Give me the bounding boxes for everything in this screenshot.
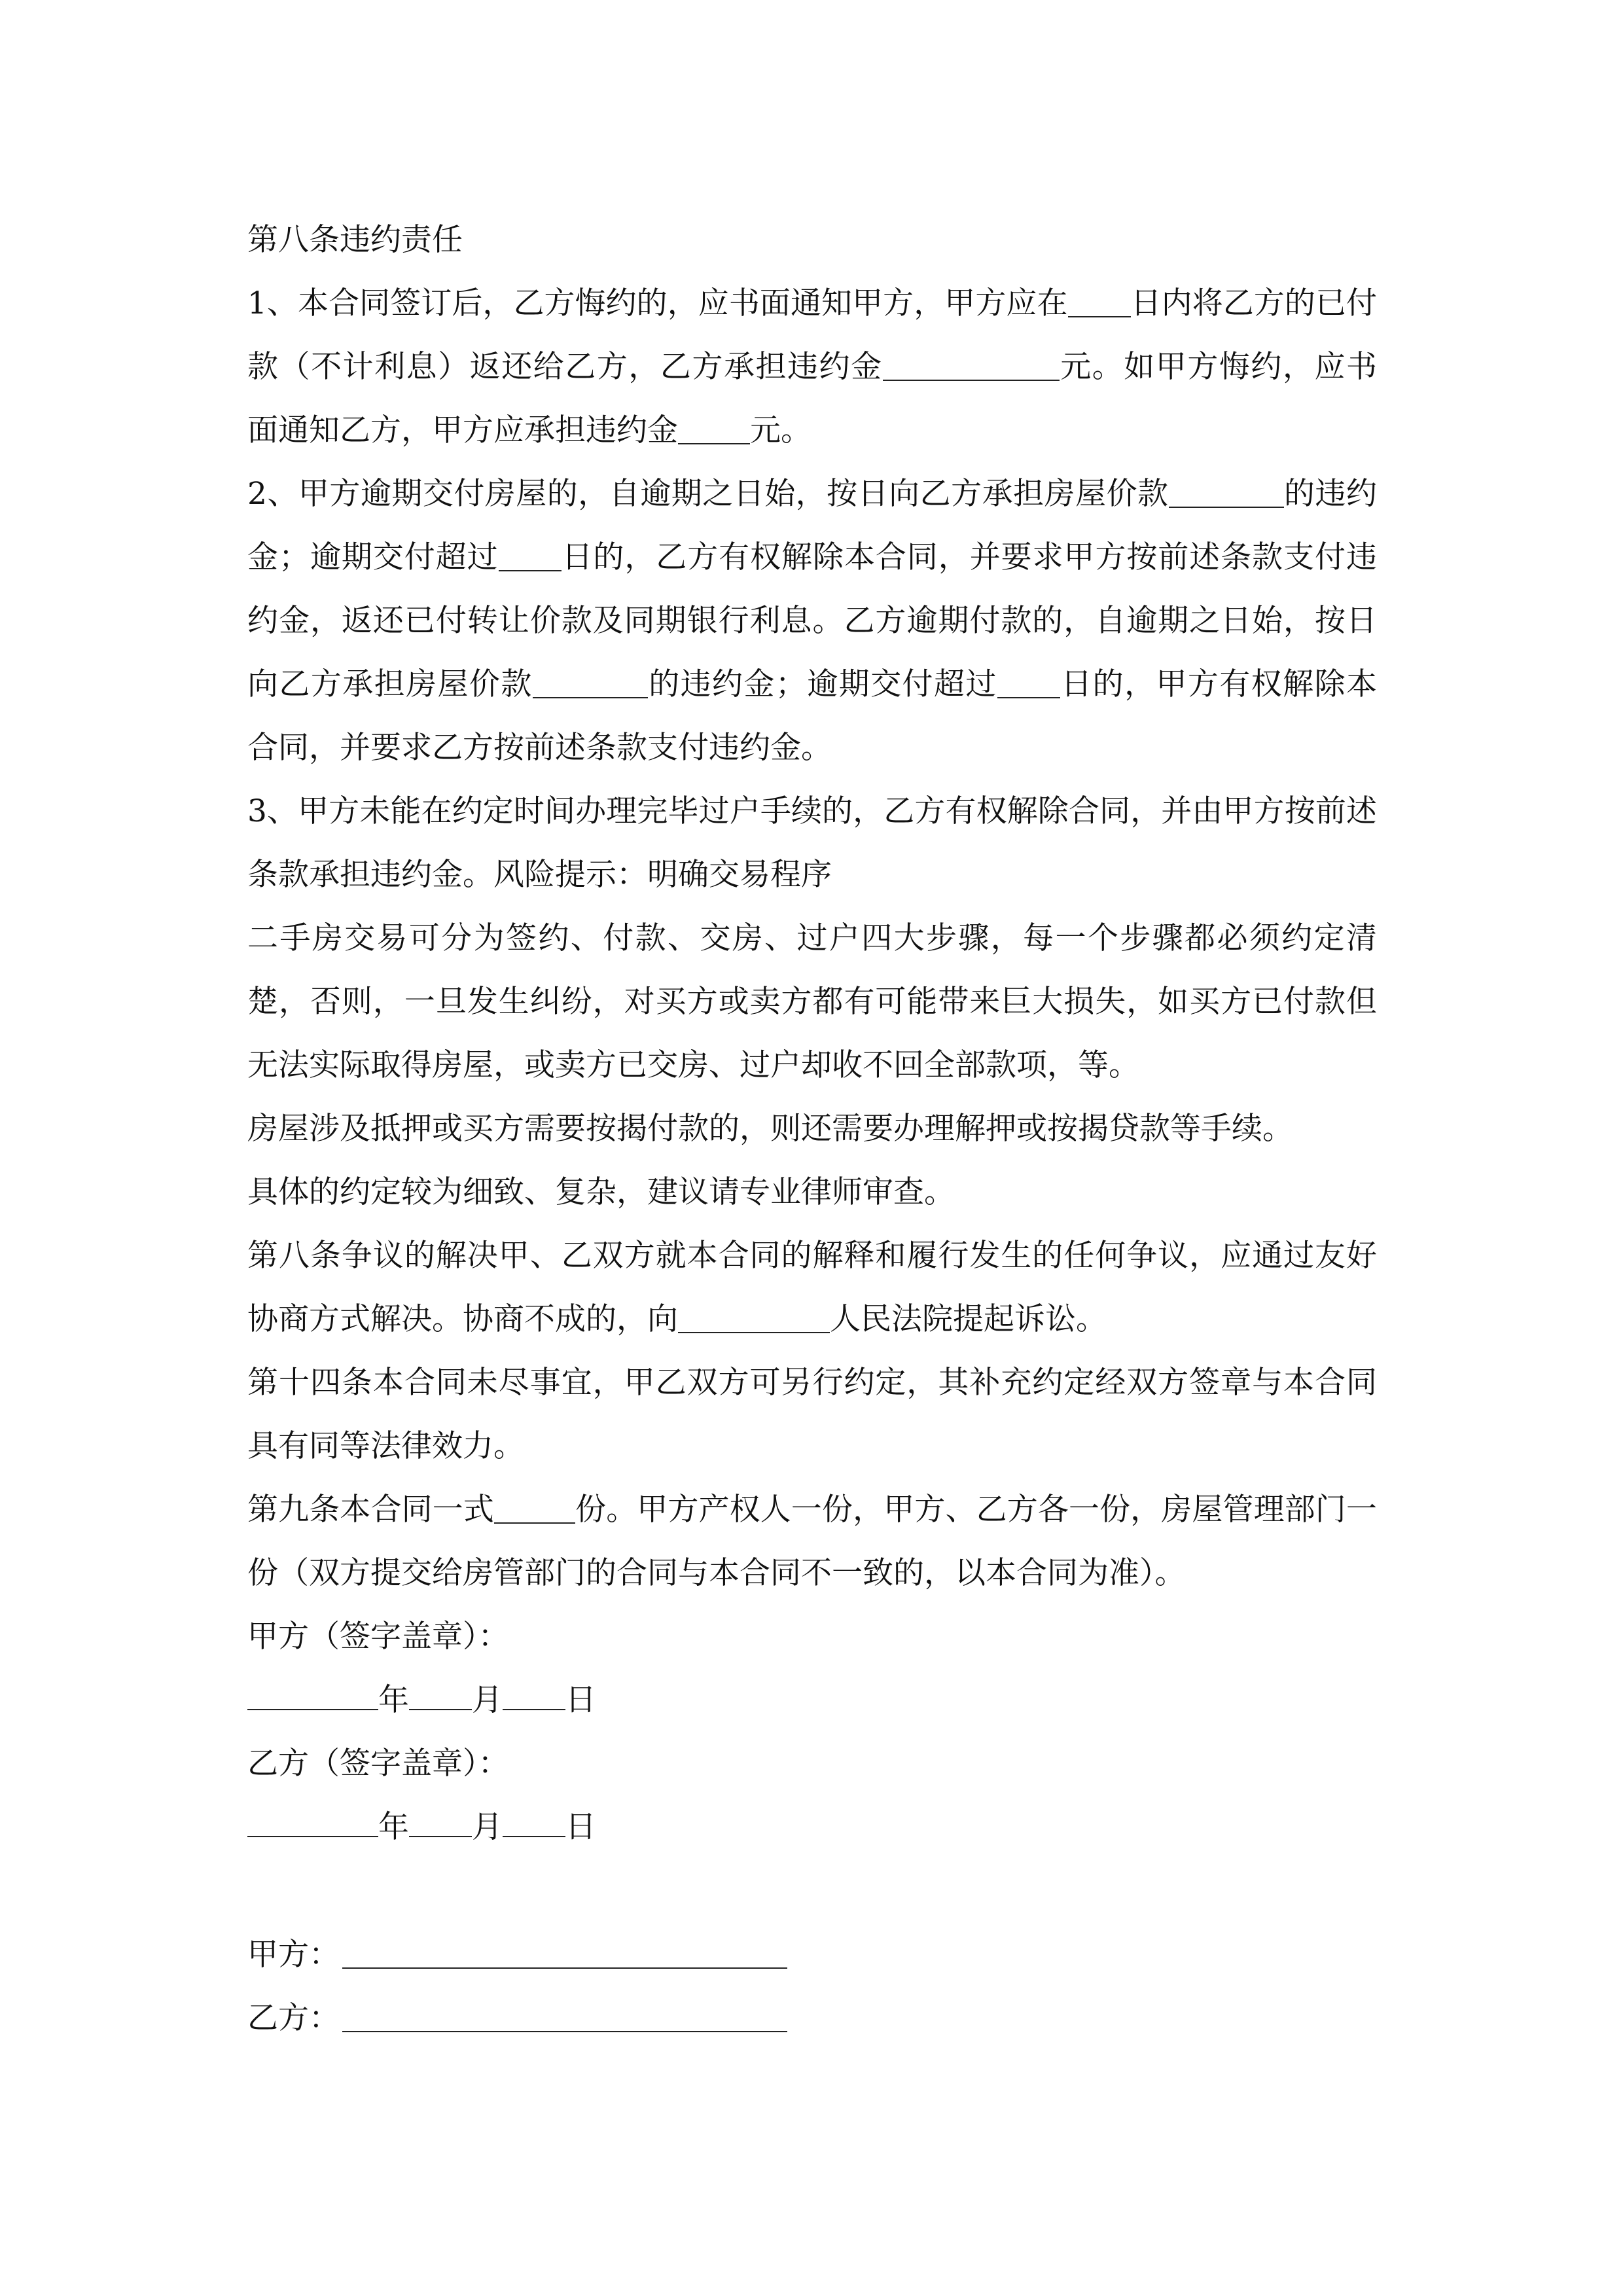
article-14: 第十四条本合同未尽事宜，甲乙双方可另行约定，其补充约定经双方签章与本合同具有同等法律效力。 [247, 1365, 1377, 1464]
party-b-signature-label: 乙方（签字盖章）： [247, 1746, 509, 1782]
footer-party-b: 乙方： [247, 1986, 787, 2050]
blank-day [503, 1678, 565, 1710]
party-b-signature-line [342, 2000, 787, 2032]
clause-3: 3、甲方未能在约定时间办理完毕过户手续的，乙方有权解除合同，并由甲方按前述条款承担违约金。风险提示：明确交易程序 [247, 793, 1377, 893]
risk-note-1: 二手房交易可分为签约、付款、交房、过户四大步骤，每一个步骤都必须约定清楚，否则，一旦发生纠纷，对买方或卖方都有可能带来巨大损失，如买方已付款但无法实际取得房屋，或卖方已交房、过户却收不回全部款项，等。 [247, 920, 1377, 1083]
article-9: 第九条本合同一式 份。甲方产权人一份，甲方、乙方各一份，房屋管理部门一份（双方提交给房管部门的合同与本合同不一致的，以本合同为准）。 [247, 1492, 1378, 1591]
blank-refund-days [1068, 285, 1131, 317]
footer-party-a: 甲方： [247, 1923, 787, 1986]
blank-month [409, 1805, 472, 1837]
blank-overdue-days-b [997, 666, 1060, 698]
dispute-clause: 第八条争议的解决甲、乙双方就本合同的解释和履行发生的任何争议，应通过友好协商方式解决。协商不成的，向 人民法院提起诉讼。 [247, 1238, 1377, 1337]
blank-year [247, 1678, 378, 1710]
clause-1: 1、本合同签订后，乙方悔约的，应书面通知甲方，甲方应在 日内将乙方的已付款（不计利息）返还给乙方，乙方承担违约金 元。如甲方悔约，应书面通知乙方，甲方应承担违约金 元。 [247, 285, 1378, 448]
blank-month [409, 1678, 472, 1710]
party-b-date: 年 月 日 [247, 1795, 1377, 1859]
blank-daily-penalty-b [533, 666, 648, 698]
blank-copies [494, 1492, 575, 1524]
risk-note-3: 具体的约定较为细致、复杂，建议请专业律师审查。 [247, 1174, 955, 1210]
party-a-signature-line [342, 1937, 787, 1969]
party-a-signature-label: 甲方（签字盖章）： [247, 1619, 509, 1655]
blank-party-a-penalty [678, 412, 750, 444]
blank-day [503, 1805, 565, 1837]
blank-daily-penalty-a [1169, 476, 1284, 508]
footer-signatures [247, 1923, 787, 2050]
contract-body [247, 208, 1377, 1859]
blank-year [247, 1805, 378, 1837]
blank-court-name [678, 1301, 830, 1333]
party-a-date: 年 月 日 [247, 1668, 1377, 1732]
clause-2: 2、甲方逾期交付房屋的，自逾期之日始，按日向乙方承担房屋价款 的违约金；逾期交付超过 日的，乙方有权解除本合同，并要求甲方按前述条款支付违约金，返还已付转让价款及同期银行利息。乙方逾期付款的，自逾期之日始，按日向乙方承担房屋价款 的违约金；逾期交付超过 日的，甲方有权解除本合同，并要求乙方按前述条款支付违约金。 [247, 476, 1378, 766]
blank-overdue-days-a [499, 539, 562, 571]
blank-party-b-penalty [883, 349, 1060, 381]
risk-note-2: 房屋涉及抵押或买方需要按揭付款的，则还需要办理解押或按揭贷款等手续。 [247, 1111, 1293, 1147]
article-8-title: 第八条违约责任 [247, 222, 463, 258]
